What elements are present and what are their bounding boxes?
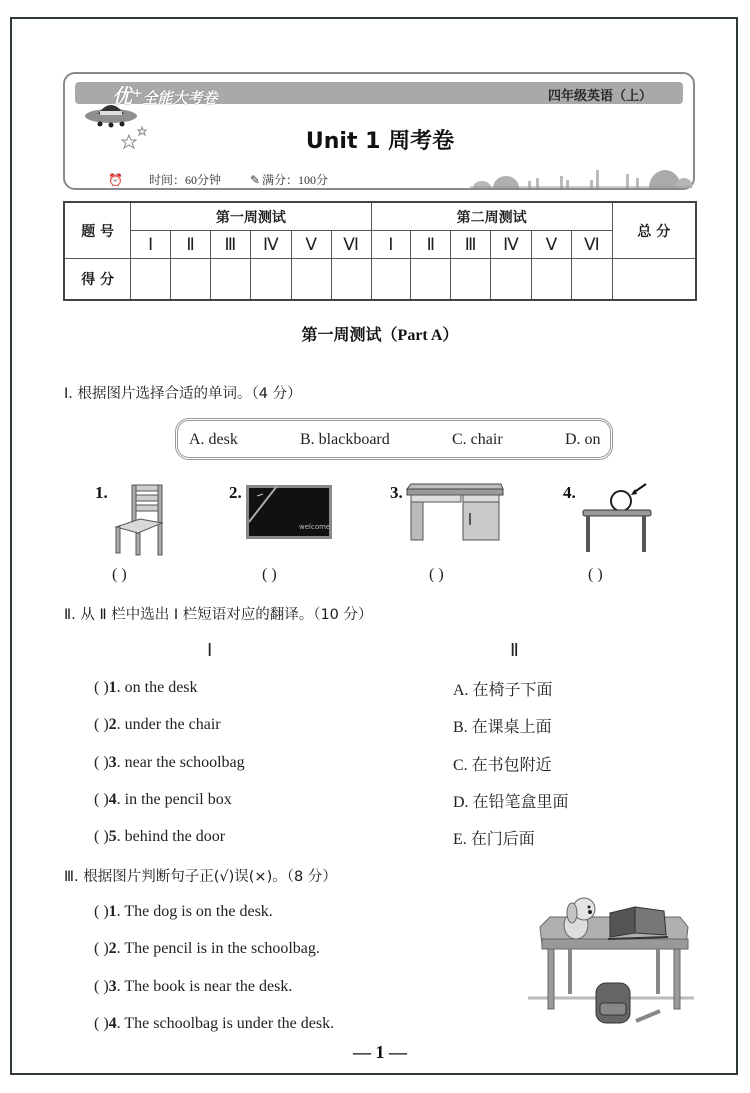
translation-option: C. 在书包附近: [453, 757, 552, 774]
week1-col: Ⅳ: [250, 231, 291, 259]
score-cell[interactable]: [371, 259, 411, 301]
q2-heading: Ⅱ. 从 Ⅱ 栏中选出 Ⅰ 栏短语对应的翻译。（10 分）: [64, 607, 373, 623]
week2-header: 第二周测试: [371, 202, 612, 231]
answer-blank[interactable]: ( ): [262, 566, 277, 583]
exam-meta: [108, 171, 354, 188]
score-cell[interactable]: [411, 259, 451, 301]
score-cell[interactable]: [171, 259, 211, 301]
week2-col: Ⅲ: [451, 231, 491, 259]
judge-item: ( )2. The pencil is in the schoolbag.: [94, 940, 320, 957]
score-cell[interactable]: [131, 259, 171, 301]
week1-col: Ⅴ: [291, 231, 331, 259]
week1-col: Ⅱ: [171, 231, 211, 259]
column-ii-header: Ⅱ: [510, 640, 519, 660]
week2-col: Ⅵ: [571, 231, 612, 259]
translation-option: E. 在门后面: [453, 831, 535, 848]
answer-blank[interactable]: ( ): [94, 679, 109, 696]
hills-decoration: [470, 166, 692, 188]
week1-col: Ⅰ: [131, 231, 171, 259]
answer-blank[interactable]: ( ): [94, 978, 109, 995]
answer-blank[interactable]: ( ): [429, 566, 444, 583]
picture-number: 3.: [390, 483, 403, 502]
answer-blank[interactable]: ( ): [588, 566, 603, 583]
match-item: ( )3. near the schoolbag: [94, 754, 245, 771]
page-title: Unit 1 周考卷: [305, 129, 455, 154]
translation-option: A. 在椅子下面: [453, 682, 553, 699]
option-d: D. on: [565, 431, 601, 448]
q1-heading: Ⅰ. 根据图片选择合适的单词。（4 分）: [64, 386, 302, 402]
picture-number: 4.: [563, 483, 576, 502]
score-table: [63, 201, 697, 301]
week1-col: Ⅵ: [331, 231, 371, 259]
blackboard-text: welcome: [299, 523, 331, 531]
judge-item: ( )1. The dog is on the desk.: [94, 903, 273, 920]
week2-col: Ⅱ: [411, 231, 451, 259]
match-item: ( )2. under the chair: [94, 716, 221, 733]
dog-book-desk-schoolbag-image: [528, 895, 694, 1030]
option-c: C. chair: [452, 431, 503, 448]
score-cell[interactable]: [250, 259, 291, 301]
answer-blank[interactable]: ( ): [94, 791, 109, 808]
translation-option: D. 在铅笔盒里面: [453, 794, 569, 811]
score-cell[interactable]: [291, 259, 331, 301]
question-number-header: 题 号: [64, 202, 131, 259]
answer-blank[interactable]: ( ): [94, 754, 109, 771]
picture-number: 2.: [229, 483, 242, 502]
page-number: — 1 —: [353, 1042, 407, 1062]
option-b: B. blackboard: [300, 431, 390, 448]
total-score-cell[interactable]: [612, 259, 696, 301]
week1-col: Ⅲ: [210, 231, 250, 259]
judge-item: ( )3. The book is near the desk.: [94, 978, 293, 995]
match-item: ( )1. on the desk: [94, 679, 198, 696]
chair-image: [112, 483, 168, 557]
grade-label: 四年级英语（上）: [548, 89, 653, 104]
week2-col: Ⅰ: [371, 231, 411, 259]
score-cell[interactable]: [491, 259, 532, 301]
full-score-label: 满分：100分: [262, 173, 329, 187]
score-cell[interactable]: [331, 259, 371, 301]
score-cell[interactable]: [531, 259, 571, 301]
judge-item: ( )4. The schoolbag is under the desk.: [94, 1015, 335, 1032]
brand-logo: 优+全能大考卷: [112, 84, 218, 108]
pencil-paper-icon: ✎: [249, 173, 261, 187]
picture-number: 1.: [95, 483, 108, 502]
desk-image: [405, 483, 505, 541]
option-a: A. desk: [189, 431, 238, 448]
total-score-header: 总 分: [612, 202, 696, 259]
section-title: 第一周测试（Part A）: [301, 327, 459, 344]
ball-on-table-image: [580, 480, 654, 554]
week2-col: Ⅴ: [531, 231, 571, 259]
score-cell[interactable]: [210, 259, 250, 301]
week2-col: Ⅳ: [491, 231, 532, 259]
word-options-box: [175, 418, 613, 460]
answer-blank[interactable]: ( ): [94, 903, 109, 920]
week1-header: 第一周测试: [131, 202, 371, 231]
answer-blank[interactable]: ( ): [112, 566, 127, 583]
time-label: 时间：60分钟: [148, 173, 221, 187]
clock-icon: ⏰: [108, 173, 123, 187]
match-item: ( )4. in the pencil box: [94, 791, 232, 808]
answer-blank[interactable]: ( ): [94, 828, 109, 845]
column-i-header: Ⅰ: [207, 640, 213, 660]
translation-option: B. 在课桌上面: [453, 719, 552, 736]
blackboard-image: [245, 484, 333, 540]
score-cell[interactable]: [571, 259, 612, 301]
score-cell[interactable]: [451, 259, 491, 301]
match-item: ( )5. behind the door: [94, 828, 226, 845]
answer-blank[interactable]: ( ): [94, 940, 109, 957]
answer-blank[interactable]: ( ): [94, 1015, 109, 1032]
answer-blank[interactable]: ( ): [94, 716, 109, 733]
score-row-header: 得 分: [64, 259, 131, 301]
q3-heading: Ⅲ. 根据图片判断句子正(√)误(×)。（8 分）: [64, 869, 337, 885]
